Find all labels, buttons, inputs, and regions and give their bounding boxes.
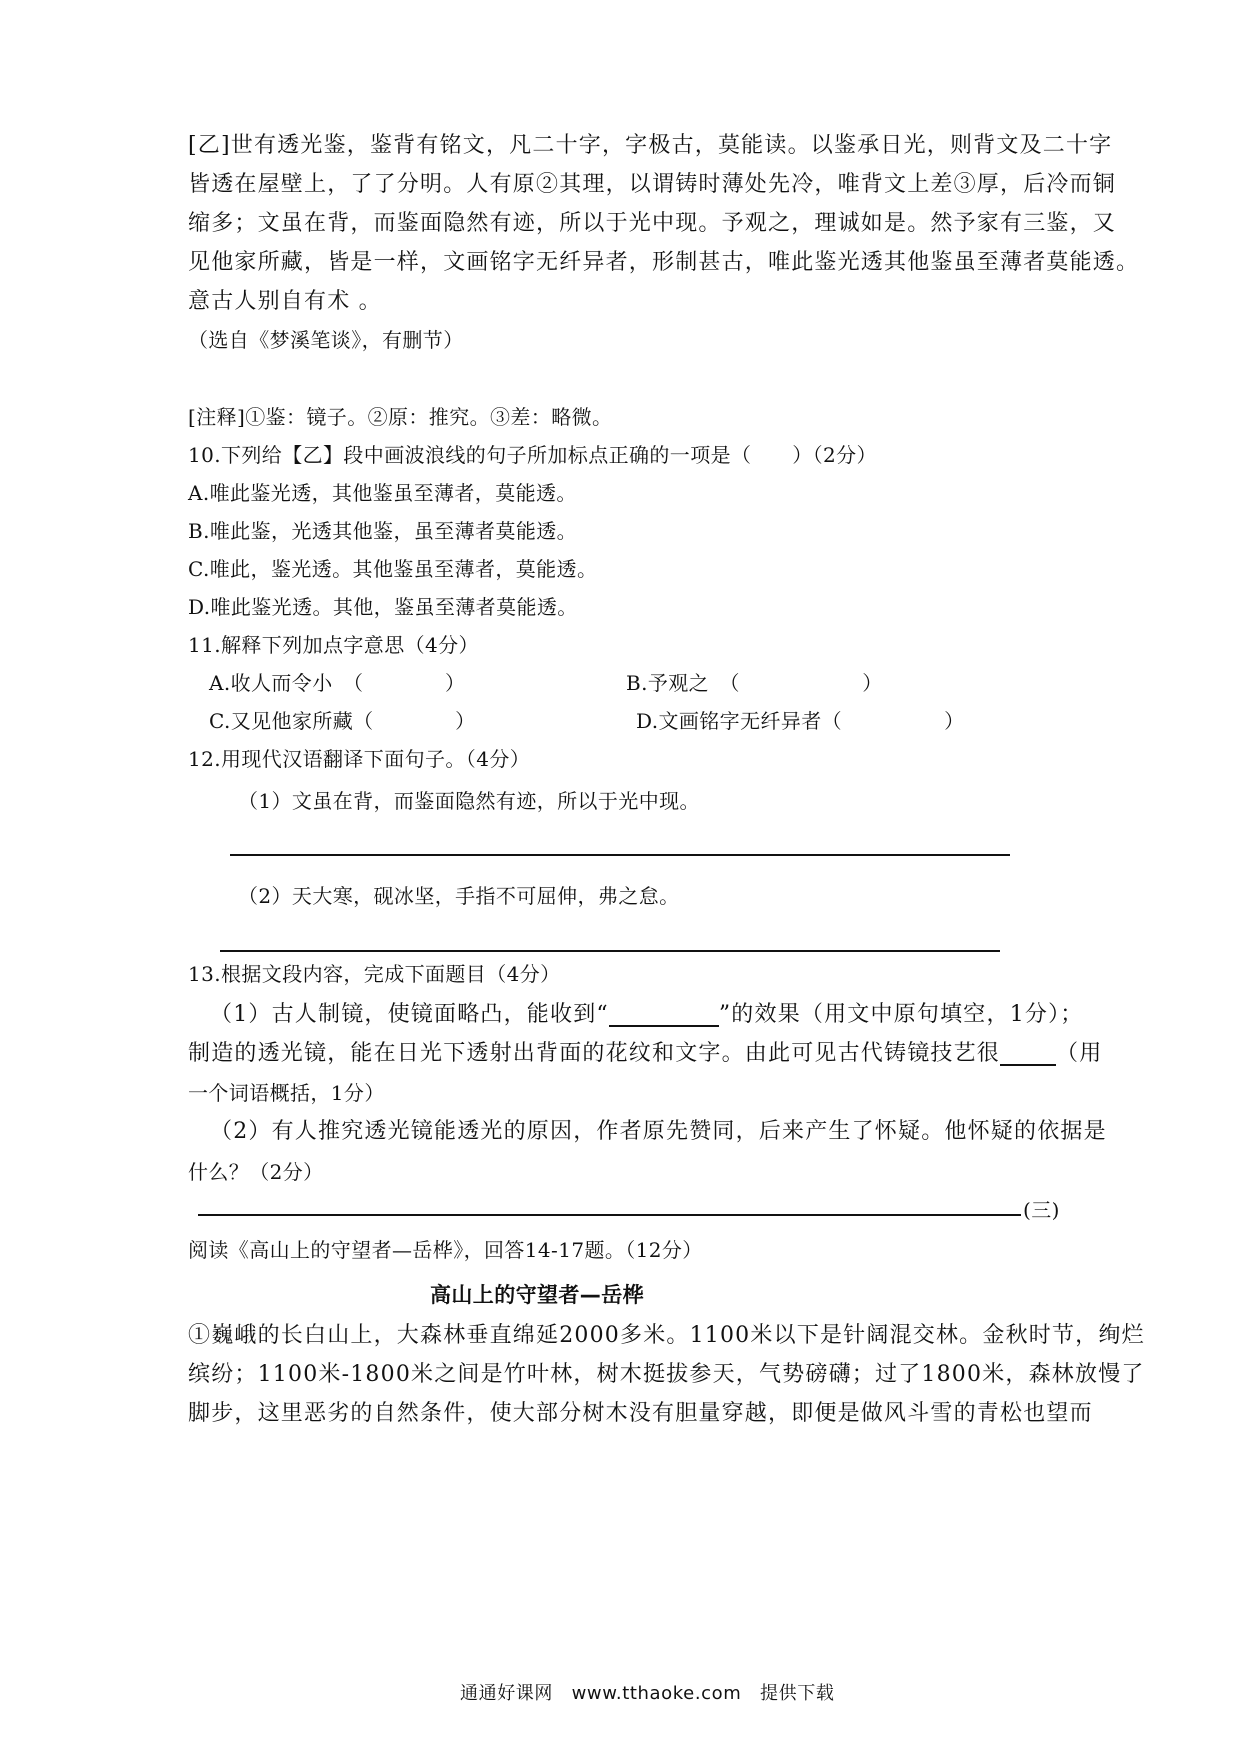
part-1-text: ”的效果（用文中原句填空，1分）；	[718, 1002, 1084, 1027]
question-11-item-d: D.文画铭字无纤异者（ ）	[636, 709, 965, 733]
question-12-sentence-1: （1）文虽在背，而鉴面隐然有迹，所以于光中现。	[238, 789, 700, 813]
question-10-option-d: D.唯此鉴光透。其他，鉴虽至薄者莫能透。	[188, 595, 578, 619]
passage-notes: [注释]①鉴：镜子。②原：推究。③差：略微。	[188, 405, 613, 429]
question-12-stem: 12.用现代汉语翻译下面句子。（4分）	[188, 747, 531, 771]
part-1-text: 制造的透光镜，能在日光下透射出背面的花纹和文字。由此可见古代铸镜技艺很	[188, 1041, 1001, 1066]
question-12-sentence-2: （2）天大寒，砚冰坚，手指不可屈伸，弗之怠。	[238, 884, 680, 908]
question-10-option-c: C.唯此，鉴光透。其他鉴虽至薄者，莫能透。	[188, 557, 598, 581]
part-1-text: （用	[1056, 1041, 1103, 1066]
question-10-stem: 10.下列给【乙】段中画波浪线的句子所加标点正确的一项是（ ）（2分）	[188, 443, 877, 467]
question-11-item-a: A.收人而令小 （ ）	[209, 671, 466, 695]
question-13-part-1-cont	[188, 1042, 1102, 1066]
passage-line: 皆透在屋壁上，了了分明。人有原②其理，以谓铸时薄处先冷，唯背文上差③厚，后冷而铜	[188, 172, 1117, 197]
section-3-intro: 阅读《高山上的守望者—岳桦》，回答14-17题。（12分）	[188, 1238, 703, 1262]
fill-blank[interactable]	[609, 1005, 719, 1027]
article-line: ①巍峨的长白山上，大森林垂直绵延2000多米。1100米以下是针阔混交林。金秋时节，绚烂	[188, 1323, 1145, 1348]
passage-source: （选自《梦溪笔谈》，有删节）	[188, 328, 464, 352]
article-line: 脚步，这里恶劣的自然条件，使大部分树木没有胆量穿越，即便是做风斗雪的青松也望而	[188, 1401, 1093, 1426]
part-1-text: （1）古人制镜，使镜面略凸，能收到“	[210, 1002, 609, 1027]
article-title: 高山上的守望者—岳桦	[430, 1283, 644, 1307]
question-11-stem: 11.解释下列加点字意思（4分）	[188, 633, 479, 657]
passage-line: 意古人别自有术 。	[188, 289, 382, 314]
question-13-stem: 13.根据文段内容，完成下面题目（4分）	[188, 962, 561, 986]
question-13-part-1-end: 一个词语概括，1分）	[188, 1081, 385, 1105]
article-line: 缤纷；1100米-1800米之间是竹叶林，树木挺拔参天，气势磅礴；过了1800米，森林放慢了	[188, 1362, 1145, 1387]
section-marker: (三)	[1023, 1198, 1060, 1222]
question-13-part-1	[210, 1003, 1084, 1027]
question-13-part-2-end: 什么？（2分）	[188, 1160, 324, 1184]
question-11-item-c: C.又见他家所藏（ ）	[209, 709, 476, 733]
answer-line-3[interactable]	[198, 1214, 1021, 1216]
answer-line-2[interactable]	[220, 950, 1000, 952]
passage-line: [乙]世有透光鉴，鉴背有铭文，凡二十字，字极古，莫能读。以鉴承日光，则背文及二十字	[188, 133, 1113, 158]
question-13-part-2: （2）有人推究透光镜能透光的原因，作者原先赞同，后来产生了怀疑。他怀疑的依据是	[210, 1119, 1107, 1144]
question-11-item-b: B.予观之 （ ）	[626, 671, 883, 695]
question-10-option-b: B.唯此鉴，光透其他鉴，虽至薄者莫能透。	[188, 519, 578, 543]
answer-line-1[interactable]	[230, 854, 1010, 856]
page-footer: 通通好课网 www.tthaoke.com 提供下载	[460, 1683, 835, 1704]
passage-line: 见他家所藏，皆是一样，文画铭字无纤异者，形制甚古，唯此鉴光透其他鉴虽至薄者莫能透。	[188, 250, 1140, 275]
fill-blank[interactable]	[1000, 1044, 1056, 1066]
passage-line: 缩多；文虽在背，而鉴面隐然有迹，所以于光中现。予观之，理诚如是。然予家有三鉴，又	[188, 211, 1117, 236]
question-10-option-a: A.唯此鉴光透，其他鉴虽至薄者，莫能透。	[188, 481, 577, 505]
